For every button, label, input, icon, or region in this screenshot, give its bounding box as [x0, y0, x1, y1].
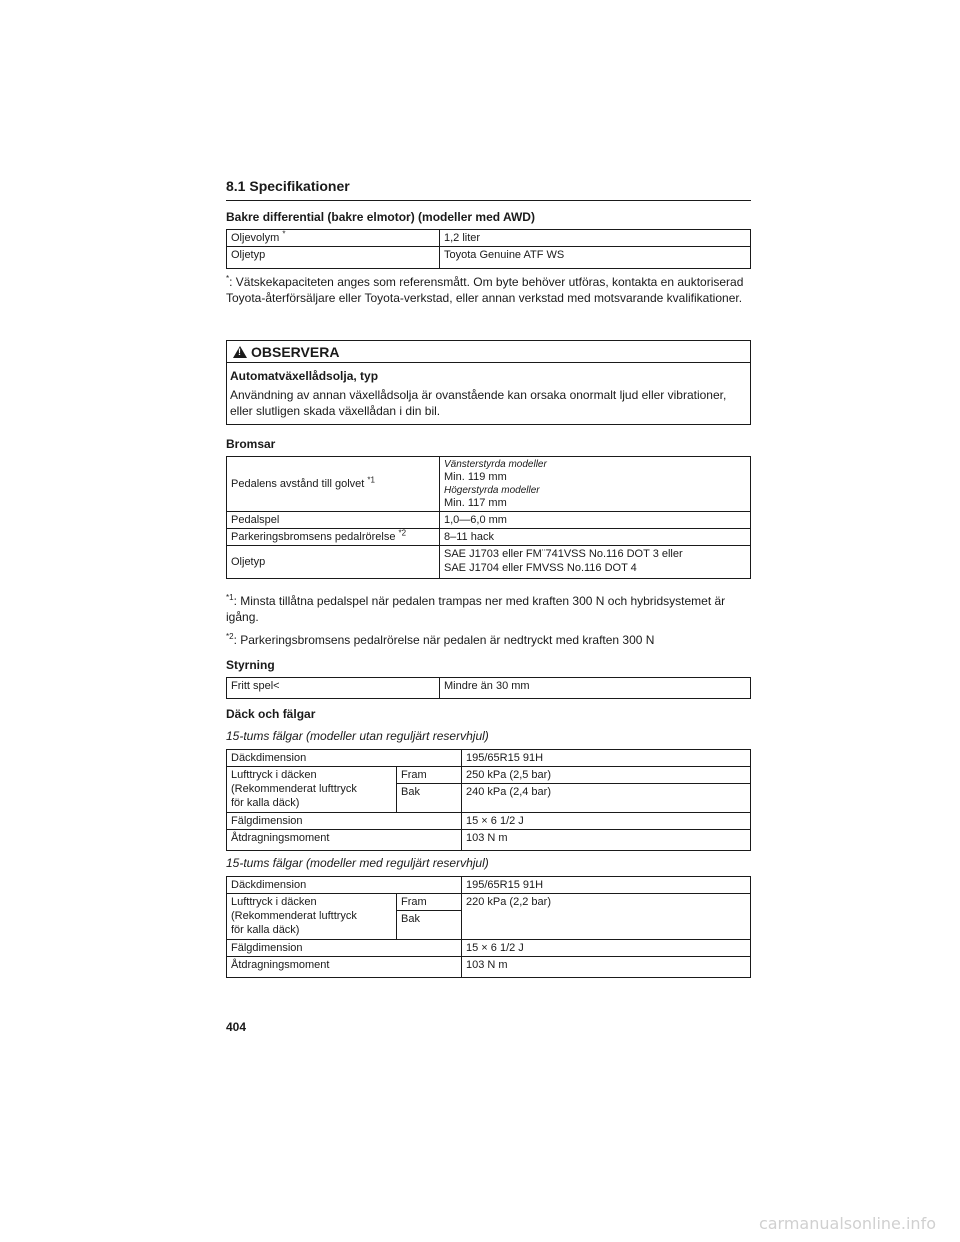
brakes-footnote-1: $^{*1}$: Minsta tillåtna pedalspel när pedalen trampas ner med kraften 300 N och hybridsystemet är igång.: [226, 593, 726, 624]
table-cell: Åtdragningsmoment: [227, 957, 462, 978]
table-row: [227, 894, 751, 911]
table-cell: Vänsterstyrda modeller Min. 119 mm Högerstyrda modeller Min. 117 mm: [440, 457, 751, 512]
table-cell: 195/65R15 91H: [462, 877, 751, 894]
table-cell: Däckdimension: [227, 877, 462, 894]
notice-title: Automatväxellådsolja, typ: [230, 369, 379, 383]
table-cell: Bak: [397, 784, 462, 813]
table-cell: 1,0—6,0 mm: [440, 512, 751, 529]
notice-header: [227, 341, 750, 363]
tires-heading: Däck och fälgar: [226, 707, 316, 721]
table-cell: 8–11 hack: [440, 529, 751, 546]
table-cell: Bak: [397, 911, 462, 940]
table-cell: 220 kPa (2,2 bar): [462, 894, 751, 940]
tires-table-1: [226, 749, 751, 851]
table-cell: 15 × 6 1/2 J: [462, 813, 751, 830]
table-cell: 250 kPa (2,5 bar): [462, 767, 751, 784]
table-cell: 240 kPa (2,4 bar): [462, 784, 751, 813]
table-row: [227, 678, 751, 699]
table-cell: Fram: [397, 894, 462, 911]
table-cell: Däckdimension: [227, 750, 462, 767]
table-cell: 103 N m: [462, 830, 751, 851]
steering-table: [226, 677, 751, 699]
table-cell: Fälgdimension: [227, 940, 462, 957]
table-cell: Parkeringsbromsens pedalrörelse $^{*2}$: [227, 529, 440, 546]
table-row: [227, 813, 751, 830]
rear-diff-footnote: *: Vätskekapaciteten anges som referensmått. Om byte behöver utföras, kontakta en auktoriserad Toyota-återförsäljare eller Toyota-verkstad, eller annan verkstad med motsvarande kvalifikationer.: [226, 274, 744, 305]
table-row: [227, 830, 751, 851]
table-cell: Pedalspel: [227, 512, 440, 529]
table-row: [227, 247, 751, 269]
table-row: [227, 957, 751, 978]
table-cell: Toyota Genuine ATF WS: [440, 247, 751, 269]
table-cell: Pedalens avstånd till golvet $^{*1}$: [227, 457, 440, 512]
table-row: [227, 546, 751, 579]
table-row: [227, 877, 751, 894]
table-cell: 103 N m: [462, 957, 751, 978]
watermark: carmanualsonline.info: [758, 1214, 936, 1233]
table-cell: Fälgdimension: [227, 813, 462, 830]
rear-diff-table: [226, 229, 751, 269]
table-cell: 195/65R15 91H: [462, 750, 751, 767]
table-cell: Oljevolym *: [227, 230, 440, 247]
section-title: 8.1 Specifikationer: [226, 178, 751, 201]
table-cell: Mindre än 30 mm: [440, 678, 751, 699]
table-cell: Oljetyp: [227, 546, 440, 579]
tires-subheading-2: 15-tums fälgar (modeller med reguljärt reservhjul): [226, 856, 489, 870]
table-row: [227, 512, 751, 529]
warning-icon: [233, 346, 247, 358]
table-cell: Fram: [397, 767, 462, 784]
brakes-heading: Bromsar: [226, 437, 276, 451]
table-cell: Åtdragningsmoment: [227, 830, 462, 851]
brakes-table: [226, 456, 751, 579]
brakes-footnote-2: $^{*2}$: Parkeringsbromsens pedalrörelse när pedalen är nedtryckt med kraften 300 N: [226, 632, 655, 647]
rear-diff-heading: Bakre differential (bakre elmotor) (modeller med AWD): [226, 210, 535, 224]
tires-table-2: [226, 876, 751, 978]
table-cell: Lufttryck i däcken (Rekommenderat lufttryck för kalla däck): [227, 767, 397, 813]
table-row: [227, 940, 751, 957]
notice-label: OBSERVERA: [251, 343, 340, 360]
table-row: [227, 750, 751, 767]
tires-subheading-1: 15-tums fälgar (modeller utan reguljärt reservhjul): [226, 729, 489, 743]
table-cell: Oljetyp: [227, 247, 440, 269]
table-row: [227, 230, 751, 247]
table-cell: 15 × 6 1/2 J: [462, 940, 751, 957]
table-cell: Fritt spel<: [227, 678, 440, 699]
steering-heading: Styrning: [226, 658, 275, 672]
table-row: [227, 767, 751, 784]
table-cell: SAE J1703 eller FM¨741VSS No.116 DOT 3 eller SAE J1704 eller FMVSS No.116 DOT 4: [440, 546, 751, 579]
table-cell: Lufttryck i däcken (Rekommenderat lufttryck för kalla däck): [227, 894, 397, 940]
page-number: 404: [226, 1020, 247, 1034]
table-row: [227, 529, 751, 546]
table-cell: 1,2 liter: [440, 230, 751, 247]
notice-box: [226, 340, 751, 425]
notice-body: Användning av annan växellådsolja är ovanstående kan orsaka onormalt ljud eller vibrationer, eller slutligen skada växellådan i din bil.: [230, 388, 727, 418]
table-row: [227, 457, 751, 512]
